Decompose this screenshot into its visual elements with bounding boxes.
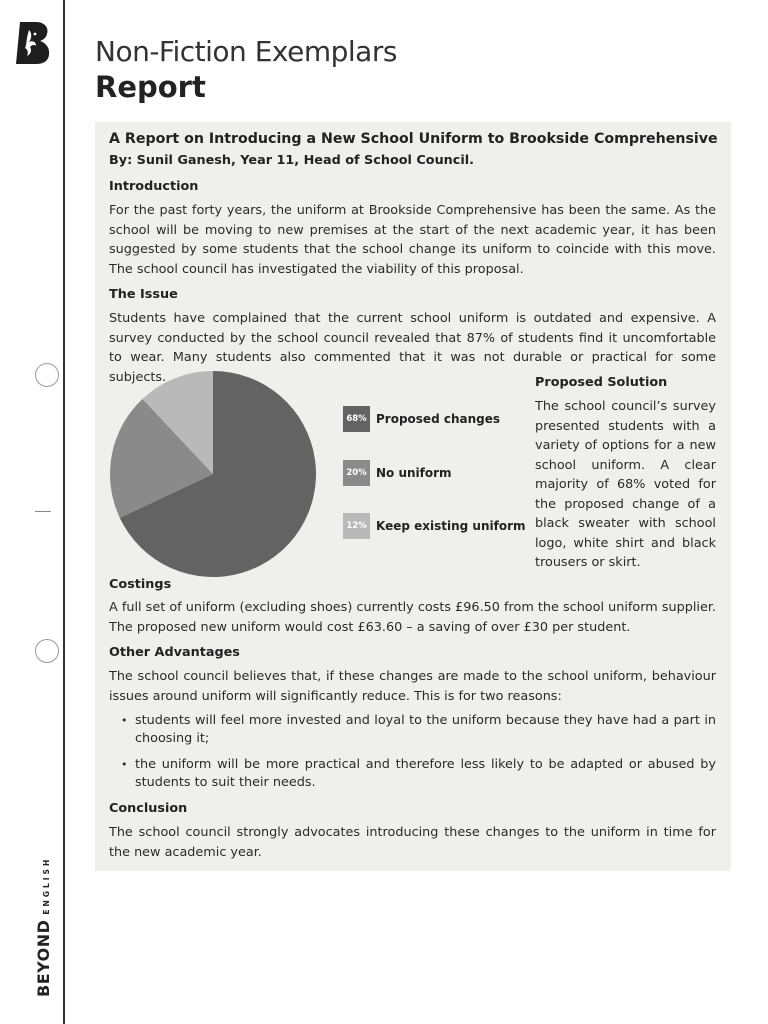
legend-swatch: 20% [343, 460, 370, 486]
legend-label: Keep existing uniform [376, 519, 526, 533]
solution-heading: Proposed Solution [535, 375, 668, 390]
conclusion-heading: Conclusion [109, 801, 188, 816]
legend-label: Proposed changes [376, 412, 501, 426]
list-item: • students will feel more invested and loyal to the uniform because they have had a part in choosing it; [109, 712, 716, 748]
brand-wordmark [34, 857, 53, 997]
report-title: A Report on Introducing a New School Uniform to Brookside Comprehensive [109, 131, 718, 147]
solution-text: The school council’s survey presented students with a variety of options for a new school uniform. A clear majority of 68% voted for the proposed change of a black sweater with school logo, white shirt and black trousers or skirt. [535, 399, 716, 570]
advantages-list [109, 712, 716, 792]
brand-subname: ENGLISH [42, 856, 51, 915]
legend-item-proposed-changes [343, 406, 500, 432]
costings-text: A full set of uniform (excluding shoes) currently costs £96.50 from the school uniform supplier. The proposed new uniform would cost £63.60 – a saving of over £30 per student. [109, 600, 716, 635]
binder-hole [35, 639, 59, 663]
margin-line [63, 0, 65, 1024]
legend-swatch: 12% [343, 513, 370, 539]
advantages-heading: Other Advantages [109, 645, 240, 660]
legend-item-keep-existing [343, 513, 526, 539]
legend-label: No uniform [376, 466, 452, 480]
issue-heading: The Issue [109, 287, 178, 302]
issue-text: Students have complained that the current school uniform is outdated and expensive. A survey conducted by the school council revealed that 87% of students find it uncomfortable to wear. Many students also commented that it was not durable or practical for some subjects. [109, 311, 716, 385]
report-panel [95, 122, 731, 871]
pie-chart [105, 371, 321, 577]
binder-hole [35, 363, 59, 387]
advantages-text: The school council believes that, if these changes are made to the school uniform, behaviour issues around uniform will significantly reduce. This is for two reasons: [109, 669, 716, 704]
list-item: • the uniform will be more practical and therefore less likely to be adapted or abused by students to suit their needs. [109, 756, 716, 792]
introduction-heading: Introduction [109, 179, 199, 194]
brand-name: BEYOND [34, 919, 53, 997]
page-title: Non-Fiction Exemplars [95, 35, 397, 68]
legend-swatch: 68% [343, 406, 370, 432]
report-byline: By: Sunil Ganesh, Year 11, Head of School Council. [109, 153, 475, 168]
beyond-logo-icon [14, 20, 52, 66]
costings-heading: Costings [109, 577, 172, 592]
page-subtitle: Report [95, 70, 206, 104]
conclusion-text: The school council strongly advocates introducing these changes to the uniform in time for the new academic year. [109, 825, 716, 860]
margin-tick [35, 511, 51, 512]
introduction-text: For the past forty years, the uniform at Brookside Comprehensive has been the same. As the school will be moving to new premises at the start of the next academic year, it has been suggested by some students that the school change its uniform to coincide with this move. The school council has investigated the viability of this proposal. [109, 203, 716, 277]
legend-item-no-uniform [343, 460, 452, 486]
